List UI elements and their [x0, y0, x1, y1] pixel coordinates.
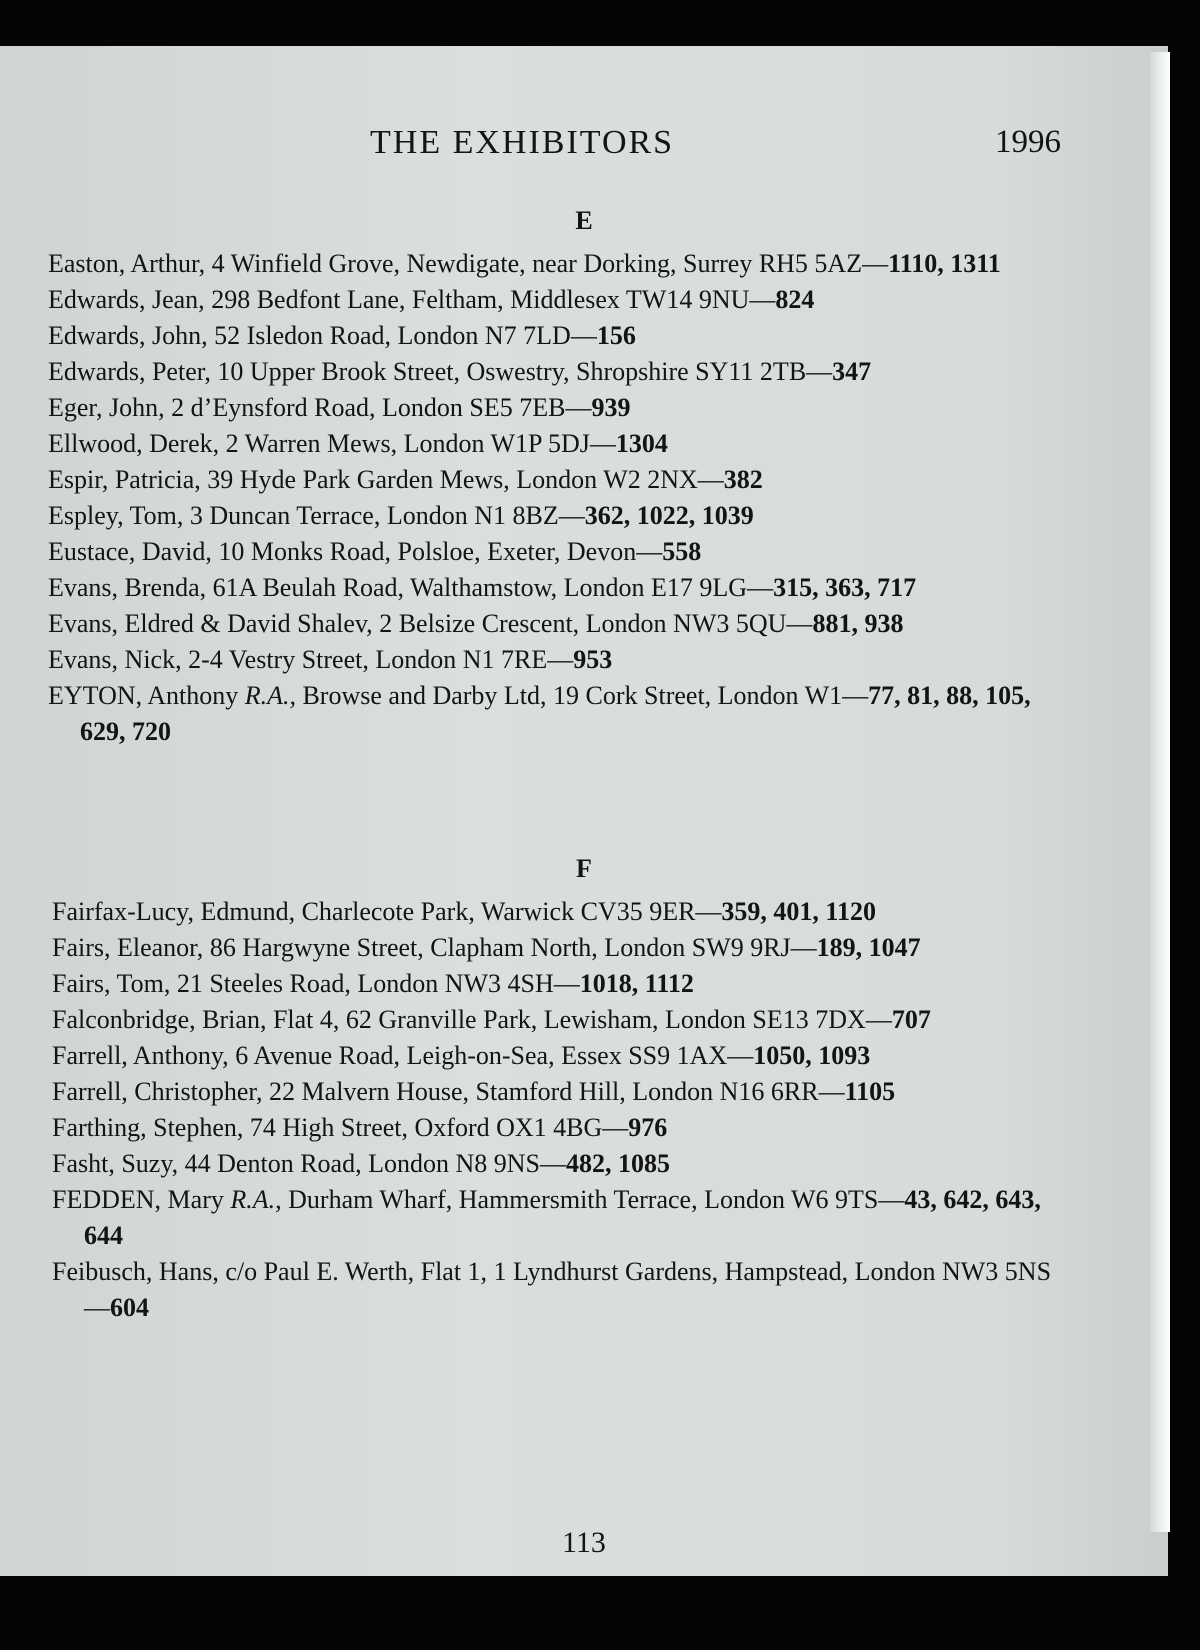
catalogue-numbers: 976 — [628, 1113, 668, 1142]
exhibitor-entry — [48, 606, 1063, 642]
exhibitor-address: 2 d’Eynsford Road, London SE5 7EB— — [164, 393, 592, 422]
entry-list-f — [52, 894, 1063, 1326]
exhibitor-name: Falconbridge, Brian, — [52, 1005, 267, 1034]
exhibitor-address: 2 Warren Mews, London W1P 5DJ— — [219, 429, 616, 458]
exhibitor-entry — [48, 246, 1063, 282]
section-letter-f: F — [576, 854, 592, 883]
exhibitor-name: Fairfax-Lucy, Edmund, — [52, 897, 296, 926]
exhibitor-name: Farrell, Anthony, — [52, 1041, 229, 1070]
exhibitor-address: 3 Duncan Terrace, London N1 8BZ— — [183, 501, 585, 530]
exhibitor-entry — [48, 498, 1063, 534]
exhibitor-address: 74 High Street, Oxford OX1 4BG— — [243, 1113, 629, 1142]
running-head — [0, 124, 1168, 164]
exhibitor-address: 52 Isledon Road, London N7 7LD— — [207, 321, 597, 350]
exhibitor-address: Browse and Darby Ltd, 19 Cork Street, London W1— — [295, 681, 869, 710]
catalogue-numbers: 43, 642, 643, 644 — [84, 1185, 1041, 1250]
exhibitor-entry — [48, 462, 1063, 498]
catalogue-numbers: 359, 401, 1120 — [721, 897, 876, 926]
exhibitor-name: Evans, Brenda, — [48, 573, 207, 602]
catalogue-numbers: 1018, 1112 — [579, 969, 694, 998]
exhibitor-name: Farrell, Christopher, — [52, 1077, 263, 1106]
exhibitor-address: Flat 4, 62 Granville Park, Lewisham, London SE13 7DX— — [266, 1005, 892, 1034]
catalogue-numbers: 939 — [591, 393, 631, 422]
exhibitor-name: Easton, Arthur, — [48, 249, 206, 278]
exhibitor-address: 22 Malvern House, Stamford Hill, London N16 6RR— — [262, 1077, 845, 1106]
exhibitor-entry — [52, 1110, 1063, 1146]
ra-title: R.A., — [230, 1185, 282, 1214]
exhibitor-name: Fairs, Tom, — [52, 969, 171, 998]
exhibitor-name: Edwards, John, — [48, 321, 208, 350]
running-year: 1996 — [995, 124, 1061, 160]
catalogue-numbers: 1110, 1311 — [888, 249, 1001, 278]
exhibitor-entry — [52, 1146, 1063, 1182]
exhibitor-name: Evans, Eldred & David Shalev, — [48, 609, 373, 638]
exhibitor-address: 298 Bedfont Lane, Feltham, Middlesex TW14 9NU— — [204, 285, 776, 314]
exhibitor-address: 21 Steeles Road, London NW3 4SH— — [170, 969, 580, 998]
exhibitor-address: 39 Hyde Park Garden Mews, London W2 2NX— — [200, 465, 724, 494]
exhibitor-name: EYTON, Anthony — [48, 681, 245, 710]
catalogue-numbers: 189, 1047 — [816, 933, 921, 962]
exhibitor-address: c/o Paul E. Werth, Flat 1, 1 Lyndhurst Gardens, Hampstead, London NW3 5NS— — [84, 1257, 1052, 1322]
catalogue-numbers: 604 — [110, 1293, 149, 1322]
catalogue-numbers: 156 — [596, 321, 636, 350]
running-title: THE EXHIBITORS — [370, 124, 675, 161]
exhibitor-name: Evans, Nick, — [48, 645, 182, 674]
book-page — [0, 46, 1168, 1576]
exhibitor-address: Charlecote Park, Warwick CV35 9ER— — [295, 897, 722, 926]
page-number: 113 — [562, 1526, 606, 1559]
exhibitor-entry — [48, 318, 1063, 354]
page-edge — [1150, 52, 1170, 1532]
exhibitor-entry — [52, 930, 1063, 966]
catalogue-numbers: 347 — [832, 357, 872, 386]
catalogue-numbers: 1304 — [615, 429, 668, 458]
exhibitor-entry — [52, 1074, 1063, 1110]
entry-list-e — [48, 246, 1063, 750]
exhibitor-name: Feibusch, Hans, — [52, 1257, 219, 1286]
exhibitor-address: 6 Avenue Road, Leigh-on-Sea, Essex SS9 1AX— — [228, 1041, 754, 1070]
exhibitor-entry — [48, 534, 1063, 570]
exhibitor-name: Espley, Tom, — [48, 501, 184, 530]
exhibitor-entry — [52, 1038, 1063, 1074]
exhibitor-entry — [52, 894, 1063, 930]
exhibitor-entry — [48, 426, 1063, 462]
exhibitor-address: 86 Hargwyne Street, Clapham North, London SW9 9RJ— — [203, 933, 817, 962]
catalogue-numbers: 1105 — [844, 1077, 896, 1106]
exhibitor-name: Farthing, Stephen, — [52, 1113, 244, 1142]
exhibitor-address: 2-4 Vestry Street, London N1 7RE— — [181, 645, 574, 674]
catalogue-numbers: 362, 1022, 1039 — [584, 501, 754, 530]
exhibitor-name: Edwards, Jean, — [48, 285, 205, 314]
exhibitor-address: 10 Upper Brook Street, Oswestry, Shropshire SY11 2TB— — [210, 357, 833, 386]
catalogue-numbers: 558 — [662, 537, 702, 566]
exhibitor-address: 44 Denton Road, London N8 9NS— — [178, 1149, 566, 1178]
exhibitor-entry — [52, 966, 1063, 1002]
exhibitor-name: Fasht, Suzy, — [52, 1149, 179, 1178]
catalogue-numbers: 382 — [723, 465, 763, 494]
exhibitor-address: 61A Beulah Road, Walthamstow, London E17 9LG— — [206, 573, 774, 602]
exhibitor-entry — [48, 354, 1063, 390]
exhibitor-name: Ellwood, Derek, — [48, 429, 220, 458]
exhibitor-entry — [48, 642, 1063, 678]
catalogue-numbers: 953 — [573, 645, 613, 674]
exhibitor-name: Fairs, Eleanor, — [52, 933, 204, 962]
catalogue-numbers: 1050, 1093 — [753, 1041, 871, 1070]
exhibitor-address: 10 Monks Road, Polsloe, Exeter, Devon— — [211, 537, 663, 566]
catalogue-numbers: 315, 363, 717 — [773, 573, 917, 602]
exhibitor-address: Durham Wharf, Hammersmith Terrace, London W6 9TS— — [281, 1185, 905, 1214]
exhibitor-entry — [48, 678, 1063, 750]
catalogue-numbers: 482, 1085 — [565, 1149, 670, 1178]
catalogue-numbers: 707 — [891, 1005, 931, 1034]
exhibitor-entry — [52, 1254, 1063, 1326]
exhibitor-name: Eustace, David, — [48, 537, 212, 566]
exhibitor-name: Eger, John, — [48, 393, 165, 422]
exhibitor-address: 4 Winfield Grove, Newdigate, near Dorking, Surrey RH5 5AZ— — [205, 249, 889, 278]
exhibitor-entry — [48, 282, 1063, 318]
section-letter-e: E — [575, 206, 593, 235]
exhibitor-name: FEDDEN, Mary — [52, 1185, 231, 1214]
catalogue-numbers: 77, 81, 88, 105, 629, 720 — [80, 681, 1031, 746]
exhibitor-entry — [48, 570, 1063, 606]
exhibitor-address: 2 Belsize Crescent, London NW3 5QU— — [372, 609, 813, 638]
catalogue-numbers: 824 — [775, 285, 815, 314]
exhibitor-entry — [52, 1182, 1063, 1254]
exhibitor-entry — [52, 1002, 1063, 1038]
exhibitor-entry — [48, 390, 1063, 426]
exhibitor-name: Espir, Patricia, — [48, 465, 201, 494]
ra-title: R.A., — [244, 681, 296, 710]
exhibitor-name: Edwards, Peter, — [48, 357, 211, 386]
catalogue-numbers: 881, 938 — [812, 609, 904, 638]
